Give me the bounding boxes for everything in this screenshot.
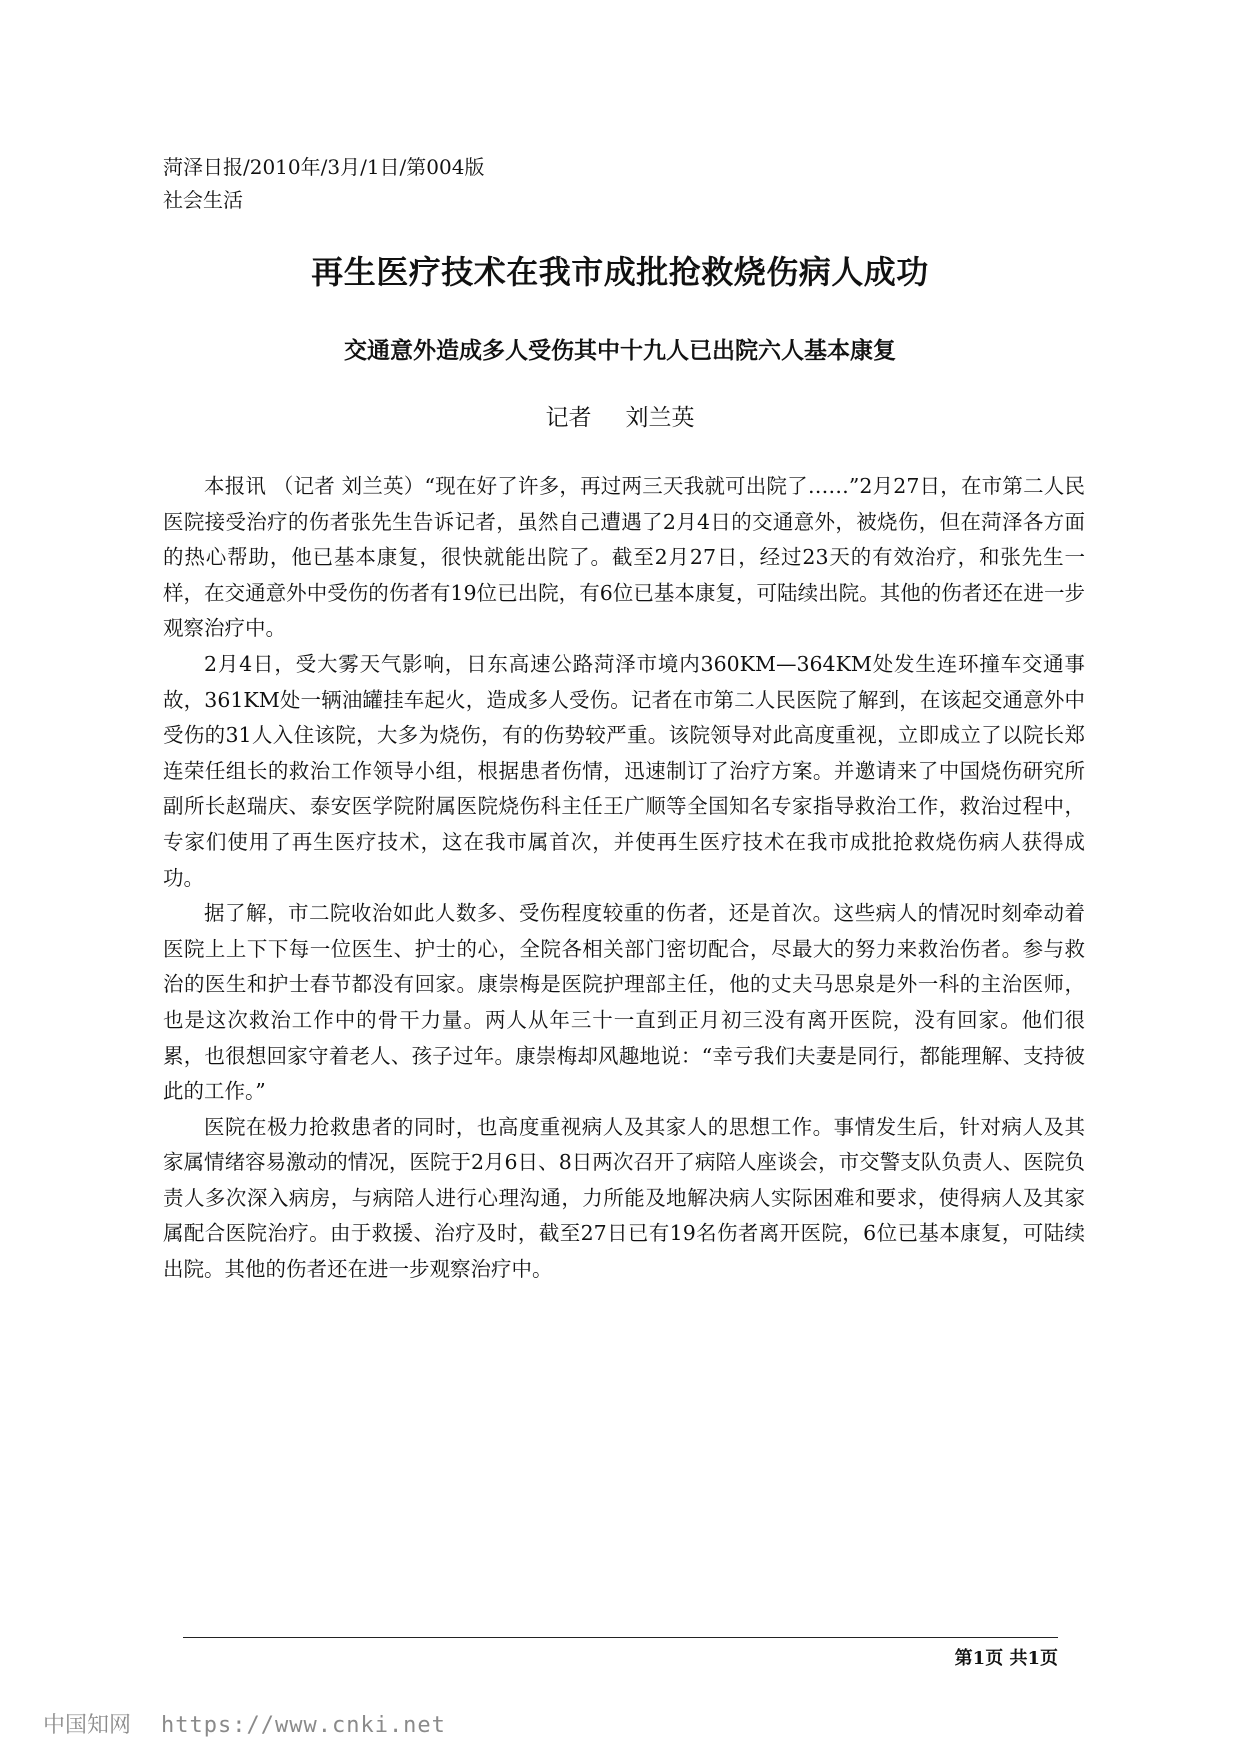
- cnki-logo-text: 中国知网: [43, 1713, 132, 1738]
- article-body: [163, 469, 1085, 1288]
- article-subtitle: 交通意外造成多人受伤其中十九人已出院六人基本康复: [344, 338, 896, 364]
- article-title: 再生医疗技术在我市成批抢救烧伤病人成功: [311, 253, 929, 291]
- source-line: 菏泽日报/2010年/3月/1日/第004版: [163, 155, 485, 179]
- watermark-url: https://www.cnki.net: [161, 1713, 446, 1738]
- paragraph: 本报讯 （记者 刘兰英）“现在好了许多，再过两三天我就可出院了……”2月27日，在市第二人民医院接受治疗的伤者张先生告诉记者，虽然自己遭遇了2月4日的交通意外，被烧伤，但在菏泽各方面的热心帮助，他已基本康复，很快就能出院了。截至2月27日，经过23天的有效治疗，和张先生一样，在交通意外中受伤的伤者有19位已出院，有6位已基本康复，可陆续出院。其他的伤者还在进一步观察治疗中。: [163, 474, 1085, 641]
- paragraph: 医院在极力抢救患者的同时，也高度重视病人及其家人的思想工作。事情发生后，针对病人及其家属情绪容易激动的情况，医院于2月6日、8日两次召开了病陪人座谈会，市交警支队负责人、医院负责人多次深入病房，与病陪人进行心理沟通，力所能及地解决病人实际困难和要求，使得病人及其家属配合医院治疗。由于救援、治疗及时，截至27日已有19名伤者离开医院，6位已基本康复，可陆续出院。其他的伤者还在进一步观察治疗中。: [163, 1114, 1085, 1282]
- byline-name: 刘兰英: [625, 405, 695, 431]
- byline: [0, 401, 1240, 435]
- paragraph: 据了解，市二院收治如此人数多、受伤程度较重的伤者，还是首次。这些病人的情况时刻牵动着医院上上下下每一位医生、护士的心，全院各相关部门密切配合，尽最大的努力来救治伤者。参与救治的医生和护士春节都没有回家。康崇梅是医院护理部主任，他的丈夫马思泉是外一科的主治医师，也是这次救治工作中的骨干力量。两人从年三十一直到正月初三没有离开医院，没有回家。他们很累，也很想回家守着老人、孩子过年。康崇梅却风趣地说：“幸亏我们夫妻是同行，都能理解、支持彼此的工作。”: [163, 901, 1085, 1104]
- paragraph: 2月4日，受大雾天气影响，日东高速公路菏泽市境内360KM—364KM处发生连环撞车交通事故，361KM处一辆油罐挂车起火，造成多人受伤。记者在市第二人民医院了解到，在该起交通意外中受伤的31人入住该院，大多为烧伤，有的伤势较严重。该院领导对此高度重视，立即成立了以院长郑连荣任组长的救治工作领导小组，根据患者伤情，迅速制订了治疗方案。并邀请来了中国烧伤研究所副所长赵瑞庆、泰安医学院附属医院烧伤科主任王广顺等全国知名专家指导救治工作，救治过程中，专家们使用了再生医疗技术，这在我市属首次，并使再生医疗技术在我市成批抢救烧伤病人获得成功。: [163, 651, 1085, 890]
- page-number: 第1页 共1页: [954, 1648, 1058, 1669]
- watermark: [43, 1712, 446, 1740]
- document-meta: [163, 151, 484, 217]
- footer-divider: [183, 1637, 1058, 1638]
- byline-role: 记者: [545, 405, 592, 431]
- section-name: 社会生活: [163, 188, 243, 212]
